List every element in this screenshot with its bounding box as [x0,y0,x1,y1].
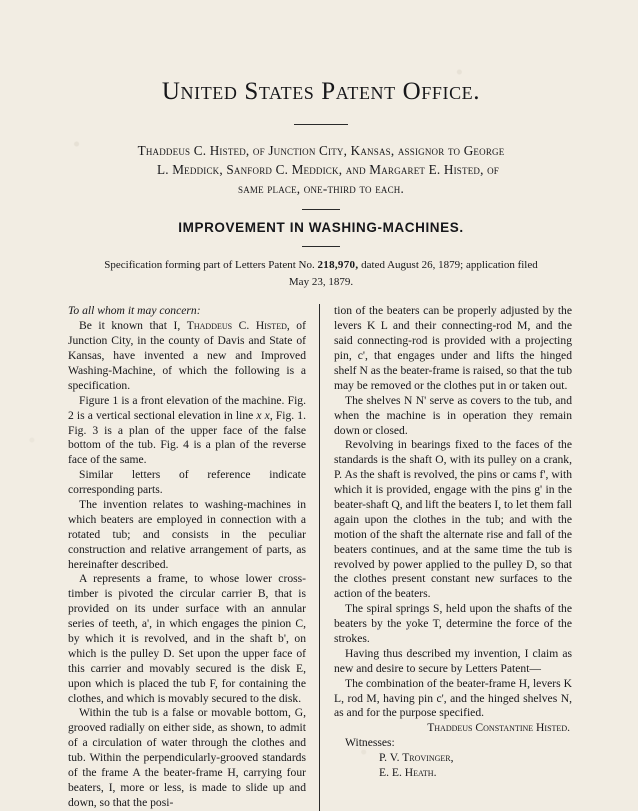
divider-rule-top [294,124,348,125]
assignor-line-2: L. Meddick, Sanford C. Meddick, and Margaret E. Histed, of [157,162,499,178]
spec-suffix: dated August 26, 1879; application filed [358,259,538,272]
paragraph-continued: tion of the beaters can be properly adjusted by the levers K L and their connecting-rod M, and the said connecting-rod is provided with a projecting pin, c', that engages under and lifts the hinged shelf N as the beater-frame is raised, so that the tub may be removed or the clothes put in or taken out. [334,304,572,392]
paragraph: Revolving in bearings fixed to the faces of the standards is the shaft O, with its pulley on a crank, P. As the shaft is revolved, the pins or cams f', with which it is provided, engage with the pins g' in the beater-shaft Q, and lift the beaters I, to let them fall again upon the clothes in the tub; and with the motion of the shaft the alternate rise and fall of the beaters continues, and at the same time the tub is revolved by power applied to the pulley D, so that the clothes present constant new surfaces to the action of the beaters. [334,438,572,601]
paragraph: Figure 1 is a front elevation of the machine. Fig. 2 is a vertical sectional elevation in line x x, Fig. 1. Fig. 3 is a plan of the upper face of the false bottom of the tub. Fig. 4 is a plan of the reverse face of the same. [68,393,306,467]
assignor-line-3: same place, one-third to each. [237,181,404,197]
assignor-block [72,141,570,198]
paragraph: Within the tub is a false or movable bottom, G, grooved radially on either side, as shown, to admit of a circulation of water through the clothes and tub. Within the perpendicularly-grooved standards of the frame A the beater-frame H, carrying four beaters, I, more or less, is made to slide up and down, so that the posi- [68,706,306,809]
witness-name: P. V. Trovinger, [379,751,454,765]
column-right [320,304,572,810]
body-columns [68,304,574,810]
paragraph-greeting: To all whom it may concern: [68,304,201,318]
page-title: United States Patent Office. [161,78,481,105]
divider-rule-mid [302,209,340,210]
paragraph: A represents a frame, to whose lower cross-timber is pivoted the circular carrier B, that is provided on its under surface with an annular series of teeth, a', in which engages the pinion C, by which it is revolved, and in the shaft b', on which is the pulley D. Set upon the upper face of this carrier and movably secured is the disk E, upon which is placed the tub F, for containing the clothes, and which is movably secured to the disk. [68,572,306,705]
paragraph: The invention relates to washing-machines in which beaters are employed in connection with a rotated tub; and consists in the peculiar construction and relative arrangement of parts, as hereinafter described. [68,498,306,571]
paragraph: The shelves N N' serve as covers to the tub, and when the machine is in operation they remain down or closed. [334,393,572,437]
invention-title: IMPROVEMENT IN WASHING-MACHINES. [178,220,464,236]
specification-line [78,257,564,274]
specification-date: May 23, 1879. [288,275,354,288]
column-left [68,304,320,810]
assignor-line-1: Thaddeus C. Histed, of Junction City, Kansas, assignor to George [137,143,505,158]
spec-prefix: Specification forming part of Letters Patent No. [104,259,318,272]
document-content [68,78,574,811]
paragraph: Having thus described my invention, I claim as new and desire to secure by Letters Patent— [334,646,572,675]
witnesses-label: Witnesses: [345,736,395,750]
paragraph: Similar letters of reference indicate corresponding parts. [68,468,306,497]
witness-name: E. E. Heath. [379,766,437,780]
patent-number: 218,970, [317,259,359,272]
divider-rule-lower [302,246,340,247]
paragraph: Be it known that I, Thaddeus C. Histed, of Junction City, in the county of Davis and State of Kansas, have invented a new and Improved Washing-Machine, of which the following is a specification. [68,319,306,392]
inventor-signature: Thaddeus Constantine Histed. [427,721,570,735]
paragraph-claim: The combination of the beater-frame H, levers K L, rod M, having pin c', and the hinged shelves N, as and for the purpose specified. [334,676,572,720]
paragraph: The spiral springs S, held upon the shafts of the beaters by the yoke T, determine the force of the strokes. [334,602,572,646]
